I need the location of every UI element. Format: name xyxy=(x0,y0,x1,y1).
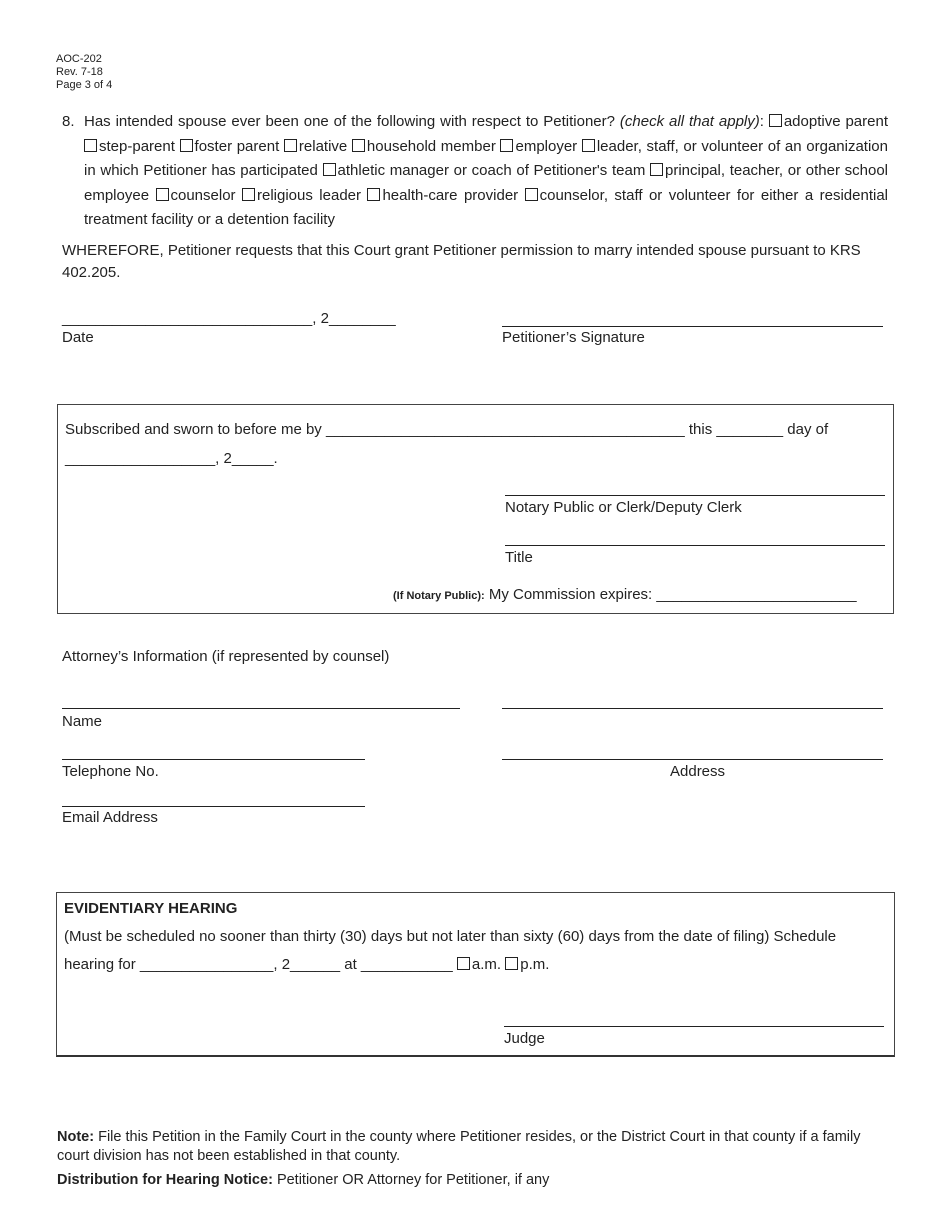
form-header xyxy=(56,53,112,92)
question-8 xyxy=(62,110,888,233)
checkbox-household-member[interactable] xyxy=(352,139,365,152)
option-step-parent: step-parent xyxy=(99,137,175,155)
option-organization-leader: leader, staff, or volunteer of an organization in which Petitioner has participated xyxy=(84,137,888,180)
option-health-care-provider: health-care provider xyxy=(382,186,519,204)
question-number: 8. xyxy=(62,113,75,130)
checkbox-athletic-coach[interactable] xyxy=(323,163,336,176)
option-employer: employer xyxy=(515,137,578,155)
address-label: Address xyxy=(670,763,726,780)
option-household-member: household member xyxy=(366,137,496,155)
attorney-name-label: Name xyxy=(62,713,103,730)
petitioner-signature-line[interactable] xyxy=(502,326,883,327)
hearing-box xyxy=(56,892,895,1057)
question-colon: : xyxy=(759,113,764,130)
hearing-schedule-line xyxy=(64,956,549,973)
option-facility-staff: counselor, staff or volunteer for either a residential treatment facility or a detention facility xyxy=(84,186,888,229)
if-notary-label: (If Notary Public): xyxy=(393,590,485,602)
address-line-1[interactable] xyxy=(502,708,883,709)
commission-expires[interactable]: My Commission expires: ________________________ xyxy=(488,586,857,603)
option-relative: relative xyxy=(298,137,348,155)
checkbox-foster-parent[interactable] xyxy=(180,139,193,152)
checkbox-am[interactable] xyxy=(457,957,470,970)
pm-label: p.m. xyxy=(520,956,550,973)
email-label: Email Address xyxy=(62,809,158,826)
title-line[interactable] xyxy=(505,545,885,546)
note-label: Note: xyxy=(57,1129,95,1145)
date-label: Date xyxy=(62,329,94,346)
notary-label: Notary Public or Clerk/Deputy Clerk xyxy=(505,499,742,516)
checkbox-adoptive-parent[interactable] xyxy=(769,114,782,127)
option-adoptive-parent: adoptive parent xyxy=(783,113,888,130)
subscribed-date-line[interactable]: __________________, 2_____. xyxy=(65,450,278,467)
telephone-label: Telephone No. xyxy=(62,763,159,780)
note-text: File this Petition in the Family Court in the county where Petitioner resides, or the District Court in that county if a family court division has not been established in that county. xyxy=(57,1129,861,1164)
checkbox-counselor[interactable] xyxy=(156,188,169,201)
option-school-employee: principal, teacher, or other school employee xyxy=(84,162,889,204)
hearing-date-time[interactable]: hearing for ________________, 2______ at ___________ xyxy=(64,956,453,973)
distribution-paragraph xyxy=(57,1172,549,1188)
form-number: AOC-202 xyxy=(56,53,102,65)
form-revision: Rev. 7-18 xyxy=(56,66,103,78)
attorney-name-line[interactable] xyxy=(62,708,460,709)
date-blank[interactable]: ______________________________, 2________ xyxy=(62,310,396,327)
page-number: Page 3 of 4 xyxy=(56,79,113,91)
notary-signature-line[interactable] xyxy=(505,495,885,496)
checkbox-relative[interactable] xyxy=(284,139,297,152)
am-label: a.m. xyxy=(471,956,502,973)
distribution-text: Petitioner OR Attorney for Petitioner, if any xyxy=(276,1172,550,1188)
judge-signature-line[interactable] xyxy=(504,1026,884,1027)
option-religious-leader: religious leader xyxy=(257,186,362,204)
hearing-title: EVIDENTIARY HEARING xyxy=(64,900,238,917)
question-instruction: (check all that apply) xyxy=(619,113,760,130)
checkbox-organization-leader[interactable] xyxy=(582,139,595,152)
checkbox-religious-leader[interactable] xyxy=(242,188,255,201)
subscribed-line[interactable]: Subscribed and sworn to before me by ___________________________________________ this ________ day of xyxy=(65,421,829,438)
distribution-label: Distribution for Hearing Notice: xyxy=(57,1172,273,1188)
attorney-heading: Attorney’s Information (if represented by counsel) xyxy=(62,648,390,665)
hearing-instructions: (Must be scheduled no sooner than thirty (30) days but not later than sixty (60) days from the date of filing) Schedule xyxy=(64,928,837,945)
telephone-line[interactable] xyxy=(62,759,365,760)
checkbox-employer[interactable] xyxy=(500,139,513,152)
address-line-2[interactable] xyxy=(502,759,883,760)
question-prompt: Has intended spouse ever been one of the following with respect to Petitioner? xyxy=(84,113,615,130)
petitioner-signature-label: Petitioner’s Signature xyxy=(502,329,645,346)
wherefore-paragraph: WHEREFORE, Petitioner requests that this Court grant Petitioner permission to marry intended spouse pursuant to KRS 402.205. xyxy=(62,242,861,281)
checkbox-facility-staff[interactable] xyxy=(525,188,538,201)
checkbox-health-care-provider[interactable] xyxy=(367,188,380,201)
option-counselor: counselor xyxy=(170,186,236,204)
checkbox-step-parent[interactable] xyxy=(84,139,97,152)
commission-line xyxy=(393,586,857,603)
note-paragraph xyxy=(57,1128,887,1166)
checkbox-pm[interactable] xyxy=(505,957,518,970)
option-foster-parent: foster parent xyxy=(194,137,280,155)
title-label: Title xyxy=(505,549,533,566)
judge-label: Judge xyxy=(504,1030,545,1047)
notary-box xyxy=(57,404,894,614)
email-line[interactable] xyxy=(62,806,365,807)
option-athletic-coach: athletic manager or coach of Petitioner's team xyxy=(337,162,646,180)
checkbox-school-employee[interactable] xyxy=(650,163,663,176)
